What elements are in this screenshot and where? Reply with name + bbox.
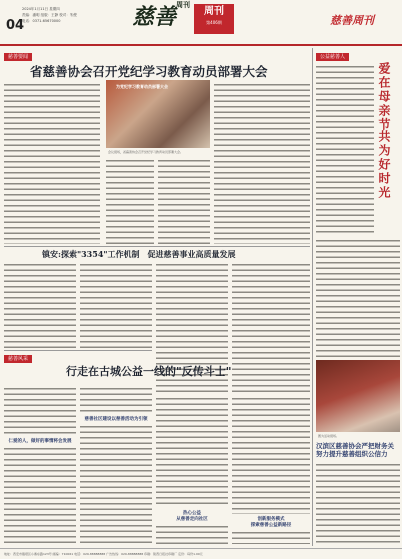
page-number: 04 <box>6 18 25 33</box>
subhead-3: 热心公益 从慈善走向社区 <box>176 511 208 522</box>
right-article-col <box>316 64 374 236</box>
headline-second: 镇安:探索"3354"工作机制 促进慈善事业高质量发展 <box>42 249 236 259</box>
issue-phone: 电话：0371-65670000 <box>22 19 61 23</box>
article3-col-1a <box>4 386 76 436</box>
article2-col-2 <box>80 262 152 348</box>
brand-logo-text: 慈善周刊 <box>330 14 374 27</box>
masthead-title <box>132 0 190 31</box>
article3-col-3a <box>156 396 228 508</box>
article3-col-3b <box>156 524 228 544</box>
section-tag-news: 慈善要闻 <box>4 53 32 61</box>
section-divider-1 <box>4 246 310 247</box>
section-divider-2 <box>4 350 152 351</box>
article3-col-2b <box>80 424 152 544</box>
header-rule <box>0 44 402 46</box>
article2-col-1 <box>4 262 76 348</box>
section-tag-feature: 慈善风采 <box>4 355 32 363</box>
vertical-title-1: 爱在母亲节 <box>377 62 391 132</box>
headline-main: 省慈善协会召开党纪学习教育动员部署大会 <box>30 64 268 79</box>
weekly-badge <box>194 4 234 34</box>
vertical-title-2: 共为好时光 <box>377 130 391 200</box>
issue-editors: 责编：潘明 组版：王静 校对：朱俊 <box>22 13 77 17</box>
article3-col-4b <box>232 530 310 544</box>
article3-col-4a <box>232 396 310 514</box>
photo-caption: 会议现场，省慈善协会召开党纪学习教育动员部署大会。 <box>108 150 184 154</box>
issue-date: 2024年1月11日 星期四 <box>22 7 60 11</box>
article2-col-4 <box>232 262 310 392</box>
right-headline: 汉滨区慈善协会严把财务关 努力提升慈善组织公信力 <box>316 442 394 458</box>
issue-meta <box>22 6 112 24</box>
event-photo <box>316 360 400 432</box>
subhead-1: 仁爱的人，做好的事情将会发展 <box>8 439 72 444</box>
weekly-badge-issue: 第406期 <box>206 20 222 25</box>
masthead-small: 周刊 <box>176 0 191 9</box>
subhead-2: 慈善社区建设以慈善活动为引领 <box>84 417 148 422</box>
subhead-4: 创新服务模式 探索慈善公益新路径 <box>250 517 292 528</box>
article3-col-2a <box>80 386 152 414</box>
right-article-col-3 <box>316 462 400 546</box>
headline-third: 行走在古城公益一线的"反传斗士" <box>66 365 232 378</box>
meeting-photo <box>106 80 210 148</box>
right-article-col-2 <box>316 238 400 358</box>
article-col-1 <box>4 82 100 244</box>
right-column-rule <box>312 48 313 546</box>
weekly-badge-label: 周刊 <box>204 6 224 17</box>
masthead-bar <box>0 0 402 44</box>
masthead-text: 慈善 <box>132 4 177 30</box>
article-col-2 <box>106 158 154 244</box>
photo-banner: 为党纪学习教育动员部署大会 <box>116 84 168 89</box>
article-col-3 <box>158 158 210 244</box>
article-col-4 <box>214 82 310 244</box>
section-tag-people: 公益慈善人 <box>316 53 349 61</box>
page-footer: 地址：西安市雁塔区小寨东路123号 邮编：710061 电话：029-88888888 广告热线：029-88888888 印刷：陕西日报社印刷厂 定价：每份1.00元 <box>0 548 402 559</box>
event-photo-caption: 图为活动现场。 <box>318 434 340 438</box>
article3-col-1b <box>4 446 76 544</box>
